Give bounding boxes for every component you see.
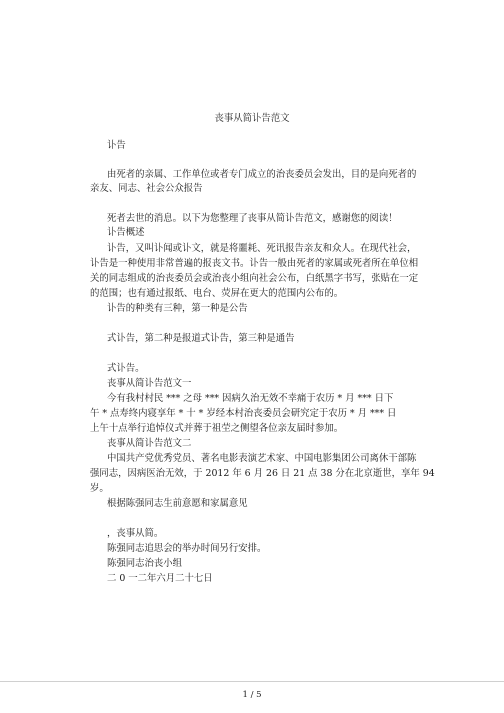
footer-divider bbox=[0, 681, 504, 682]
paragraph-line: 死者去世的消息。以下为您整理了丧事从简讣告范文，感谢您的阅读！ bbox=[107, 213, 398, 224]
paragraph-line: 岁。 bbox=[90, 483, 109, 494]
paragraph-line: 上午十点举行追悼仪式并葬于祖茔之侧望各位亲友届时参加。 bbox=[90, 423, 344, 434]
paragraph-line: 讣告，又叫讣闻或讣文，就是将噩耗、死讯报告亲友和众人。在现代社会， bbox=[107, 243, 417, 254]
heading-sample-two: 丧事从简讣告范文二 bbox=[107, 438, 192, 449]
heading-notice: 讣告 bbox=[107, 140, 126, 151]
paragraph-line: ，丧事从简。 bbox=[107, 528, 164, 539]
page-number: 1 / 5 bbox=[242, 690, 262, 700]
paragraph-line: 午 * 点寿终内寝享年 * 十 * 岁经本村治丧委员会研究定于农历 * 月 *** 日 bbox=[90, 408, 397, 419]
paragraph-line: 讣告是一种使用非常普遍的报丧文书。讣告一般由死者的家属或死者所在单位相 bbox=[90, 258, 419, 269]
paragraph-line: 今有我村村民 *** 之母 *** 因病久治无效不幸痛于农历 * 月 *** 日下 bbox=[107, 393, 394, 404]
paragraph-line: 式讣告，第二种是报道式讣告，第三种是通告 bbox=[107, 333, 295, 344]
signature-date: 二 0 一二年六月二十七日 bbox=[107, 573, 213, 584]
paragraph-line: 陈强同志追思会的举办时间另行安排。 bbox=[107, 543, 267, 554]
paragraph-line: 讣告的种类有三种，第一种是公告 bbox=[107, 303, 248, 314]
document-title: 丧事从简讣告范文 bbox=[214, 113, 290, 124]
paragraph-line: 强同志，因病医治无效，于 2012 年 6 月 26 日 21 点 38 分在北京逝世，享年 94 bbox=[90, 468, 435, 479]
signature-group: 陈强同志治丧小组 bbox=[107, 558, 183, 569]
paragraph-line: 由死者的亲属、工作单位或者专门成立的治丧委员会发出，目的是向死者的 bbox=[107, 169, 417, 180]
paragraph-line: 亲友、同志、社会公众报告 bbox=[90, 183, 203, 194]
paragraph-line: 根据陈强同志生前意愿和家属意见 bbox=[107, 498, 248, 509]
paragraph-line: 中国共产党优秀党员、著名电影表演艺术家、中国电影集团公司离休干部陈 bbox=[107, 453, 417, 464]
heading-overview: 讣告概述 bbox=[107, 227, 145, 238]
heading-sample-one: 丧事从简讣告范文一 bbox=[107, 378, 192, 389]
paragraph-line: 式讣告。 bbox=[107, 363, 145, 374]
paragraph-line: 关的同志组成的治丧委员会或治丧小组向社会公布，白纸黑字书写，张贴在一定 bbox=[90, 273, 419, 284]
paragraph-line: 的范围；也有通过报纸、电台、荧屏在更大的范围内公布的。 bbox=[90, 288, 344, 299]
